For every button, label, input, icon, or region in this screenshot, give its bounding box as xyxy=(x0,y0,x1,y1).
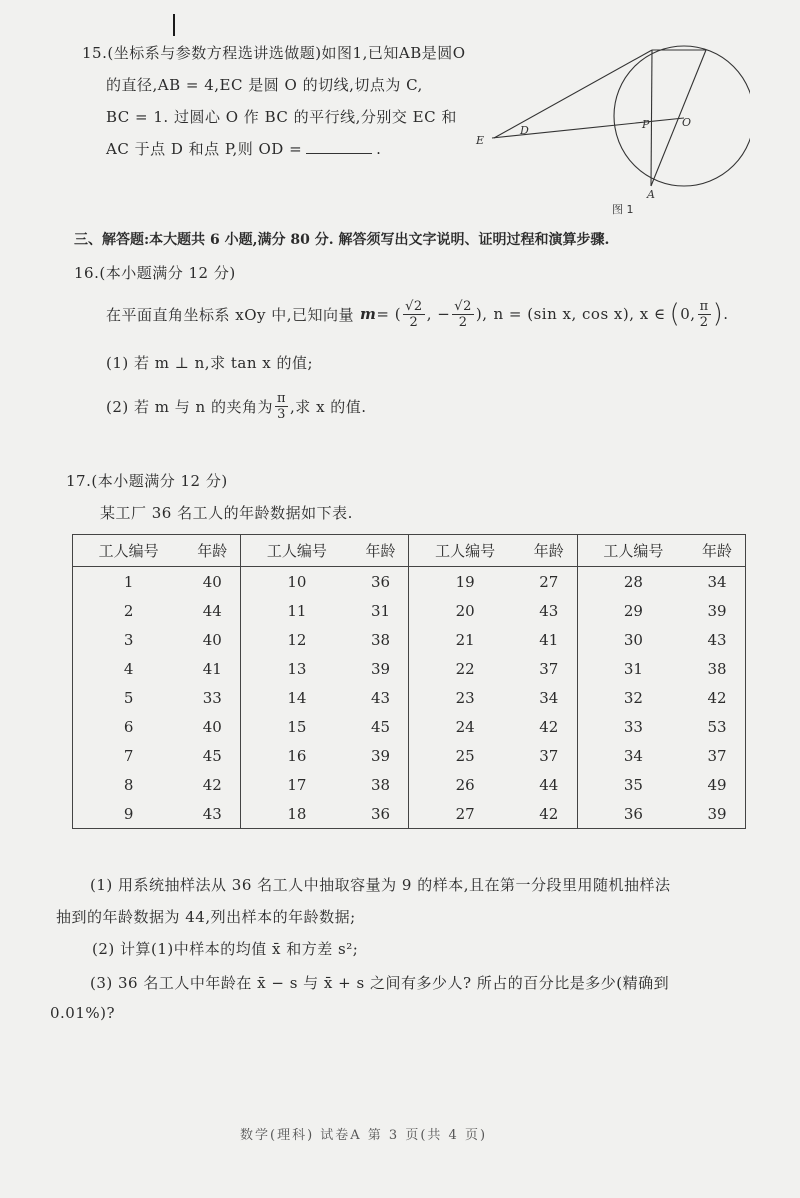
table-row xyxy=(73,654,746,683)
table-header-row xyxy=(73,535,746,567)
table-header: 工人编号 xyxy=(409,535,521,567)
table-header: 工人编号 xyxy=(73,535,185,567)
table-cell: 32 xyxy=(577,683,689,712)
table-cell: 24 xyxy=(409,712,521,741)
table-cell: 1 xyxy=(123,572,134,591)
table-cell: 11 xyxy=(241,596,353,625)
table-cell: 31 xyxy=(577,654,689,683)
table-cell: 10 xyxy=(241,567,353,597)
fraction-pi-over-3 xyxy=(275,391,288,422)
table-cell: 45 xyxy=(202,746,222,765)
q16-title: 16.(本小题满分 12 分) xyxy=(74,264,236,282)
q17-part3-a: (3) 36 名工人中年龄在 x̄ − s 与 x̄ + s 之间有多少人? 所占的百分比是多少(精确到 xyxy=(90,974,670,992)
table-cell: 44 xyxy=(202,601,222,620)
table-cell: 38 xyxy=(370,630,391,649)
frac-den: 3 xyxy=(277,406,286,422)
table-cell: 40 xyxy=(202,717,222,736)
table-cell: 39 xyxy=(370,746,391,765)
table-cell: 41 xyxy=(539,630,559,649)
table-cell: 53 xyxy=(707,717,727,736)
table-cell: 33 xyxy=(577,712,689,741)
answer-blank xyxy=(306,139,372,154)
fraction-sqrt2-over-2 xyxy=(403,299,425,330)
table-row xyxy=(73,625,746,654)
q17-title: 17.(本小题满分 12 分) xyxy=(66,472,228,490)
table-cell: 16 xyxy=(241,741,353,770)
interval-end: . xyxy=(723,305,729,323)
table-cell: 40 xyxy=(202,630,222,649)
table-row xyxy=(73,741,746,770)
q15-line4-end: . xyxy=(376,140,382,158)
q16-part1: (1) 若 m ⊥ n,求 tan x 的值; xyxy=(106,354,314,372)
chord-ac xyxy=(651,50,706,186)
frac-num: √2 xyxy=(405,298,423,314)
q15-line4-text: AC 于点 D 和点 P,则 OD = xyxy=(106,140,303,158)
table-cell: 4 xyxy=(123,659,134,678)
fraction-pi-over-2 xyxy=(698,299,711,330)
table-cell: 42 xyxy=(707,688,727,707)
table-cell: 25 xyxy=(409,741,521,770)
table-cell: 38 xyxy=(370,775,391,794)
table-row xyxy=(73,683,746,712)
table-cell: 18 xyxy=(241,799,353,829)
diameter-ab xyxy=(651,50,652,186)
frac-den: 2 xyxy=(409,314,419,330)
table-cell: 3 xyxy=(123,630,134,649)
table-cell: 28 xyxy=(577,567,689,597)
page-footer: 数学(理科) 试卷A 第 3 页(共 4 页) xyxy=(240,1128,488,1143)
table-header: 年龄 xyxy=(184,535,240,567)
table-cell: 36 xyxy=(370,804,391,823)
frac-num: π xyxy=(276,390,287,406)
frac-num: √2 xyxy=(454,298,472,314)
table-cell: 36 xyxy=(370,572,391,591)
geometry-figure xyxy=(470,38,750,218)
label-a: A xyxy=(647,188,655,201)
table-cell: 21 xyxy=(409,625,521,654)
label-p: P xyxy=(642,118,650,131)
vector-m: m xyxy=(360,305,377,323)
table-cell: 39 xyxy=(370,659,391,678)
age-table xyxy=(72,534,746,829)
table-row xyxy=(73,770,746,799)
label-d: D xyxy=(520,124,529,137)
table-cell: 15 xyxy=(241,712,353,741)
table-cell: 30 xyxy=(577,625,689,654)
table-cell: 8 xyxy=(123,775,134,794)
table-cell: 19 xyxy=(409,567,521,597)
table-cell: 9 xyxy=(123,804,134,823)
table-cell: 44 xyxy=(539,775,559,794)
table-row xyxy=(73,596,746,625)
table-cell: 13 xyxy=(241,654,353,683)
table-cell: 39 xyxy=(707,804,727,823)
table-cell: 43 xyxy=(539,601,559,620)
table-header: 工人编号 xyxy=(241,535,353,567)
table-row xyxy=(73,567,746,597)
table-header: 年龄 xyxy=(689,535,745,567)
table-cell: 43 xyxy=(370,688,391,707)
table-cell: 12 xyxy=(241,625,353,654)
table-cell: 2 xyxy=(123,601,134,620)
frac-den: 2 xyxy=(699,314,709,330)
q16-stem xyxy=(106,292,729,336)
label-o: O xyxy=(682,116,692,129)
q17-part3-b: 0.01%)? xyxy=(50,1004,116,1022)
table-cell: 29 xyxy=(577,596,689,625)
table-cell: 35 xyxy=(577,770,689,799)
q16-part2-text: (2) 若 m 与 n 的夹角为 xyxy=(106,397,273,416)
interval-zero: 0, xyxy=(680,305,696,323)
scan-mark xyxy=(173,14,175,36)
table-cell: 43 xyxy=(202,804,222,823)
q15-line4 xyxy=(106,138,381,159)
table-cell: 42 xyxy=(539,804,559,823)
frac-num: π xyxy=(699,298,709,314)
comma-neg: , − xyxy=(426,305,451,323)
table-cell: 43 xyxy=(707,630,727,649)
q15-line1: 15.(坐标系与参数方程选讲选做题)如图1,已知AB是圆O xyxy=(82,44,466,62)
frac-den: 2 xyxy=(458,314,468,330)
section-heading: 三、解答题:本大题共 6 小题,满分 80 分. 解答须写出文字说明、证明过程和演算步骤. xyxy=(74,232,610,248)
q17-part2: (2) 计算(1)中样本的均值 x̄ 和方差 s²; xyxy=(92,940,359,958)
table-cell: 34 xyxy=(539,688,559,707)
table-cell: 7 xyxy=(123,746,134,765)
table-cell: 45 xyxy=(370,717,391,736)
tangent-ec xyxy=(494,50,652,138)
table-cell: 26 xyxy=(409,770,521,799)
q15-line3: BC = 1. 过圆心 O 作 BC 的平行线,分别交 EC 和 xyxy=(106,108,457,126)
q16-part2-end: ,求 x 的值. xyxy=(290,397,367,416)
q16-stem-text: 在平面直角坐标系 xOy 中,已知向量 xyxy=(106,305,355,324)
fraction-neg-sqrt2-over-2 xyxy=(452,299,474,330)
table-cell: 42 xyxy=(202,775,222,794)
figure-caption: 图 1 xyxy=(612,203,634,216)
table-header: 工人编号 xyxy=(577,535,689,567)
paren-close: ) xyxy=(712,299,724,329)
table-cell: 34 xyxy=(707,572,727,591)
table-cell: 37 xyxy=(539,659,559,678)
table-cell: 36 xyxy=(577,799,689,829)
eq-open: = ( xyxy=(376,305,402,323)
vector-n-def: n = (sin x, cos x), x ∈ xyxy=(493,305,666,323)
table-cell: 37 xyxy=(539,746,559,765)
table-cell: 37 xyxy=(707,746,727,765)
table-header: 年龄 xyxy=(353,535,409,567)
table-row xyxy=(73,799,746,829)
q17-stem: 某工厂 36 名工人的年龄数据如下表. xyxy=(100,504,353,522)
label-e: E xyxy=(476,134,485,147)
table-cell: 33 xyxy=(202,688,222,707)
table-cell: 42 xyxy=(539,717,559,736)
q17-part1-a: (1) 用系统抽样法从 36 名工人中抽取容量为 9 的样本,且在第一分段里用随机抽样法 xyxy=(90,876,671,894)
table-cell: 6 xyxy=(123,717,134,736)
table-cell: 49 xyxy=(707,775,727,794)
table-cell: 5 xyxy=(123,688,134,707)
q17-part1-b: 抽到的年龄数据为 44,列出样本的年龄数据; xyxy=(56,908,356,926)
table-cell: 38 xyxy=(707,659,727,678)
table-cell: 14 xyxy=(241,683,353,712)
table-cell: 22 xyxy=(409,654,521,683)
eq-close: ), xyxy=(475,305,488,323)
table-cell: 31 xyxy=(370,601,391,620)
q16-part2 xyxy=(106,386,367,426)
table-cell: 17 xyxy=(241,770,353,799)
table-cell: 41 xyxy=(202,659,222,678)
table-row xyxy=(73,712,746,741)
table-cell: 39 xyxy=(707,601,727,620)
table-cell: 27 xyxy=(539,572,559,591)
paren-open: ( xyxy=(669,299,681,329)
table-header: 年龄 xyxy=(521,535,577,567)
table-cell: 40 xyxy=(202,572,222,591)
table-cell: 27 xyxy=(409,799,521,829)
table-cell: 20 xyxy=(409,596,521,625)
table-cell: 23 xyxy=(409,683,521,712)
table-cell: 34 xyxy=(577,741,689,770)
q15-line2: 的直径,AB = 4,EC 是圆 O 的切线,切点为 C, xyxy=(106,76,423,94)
